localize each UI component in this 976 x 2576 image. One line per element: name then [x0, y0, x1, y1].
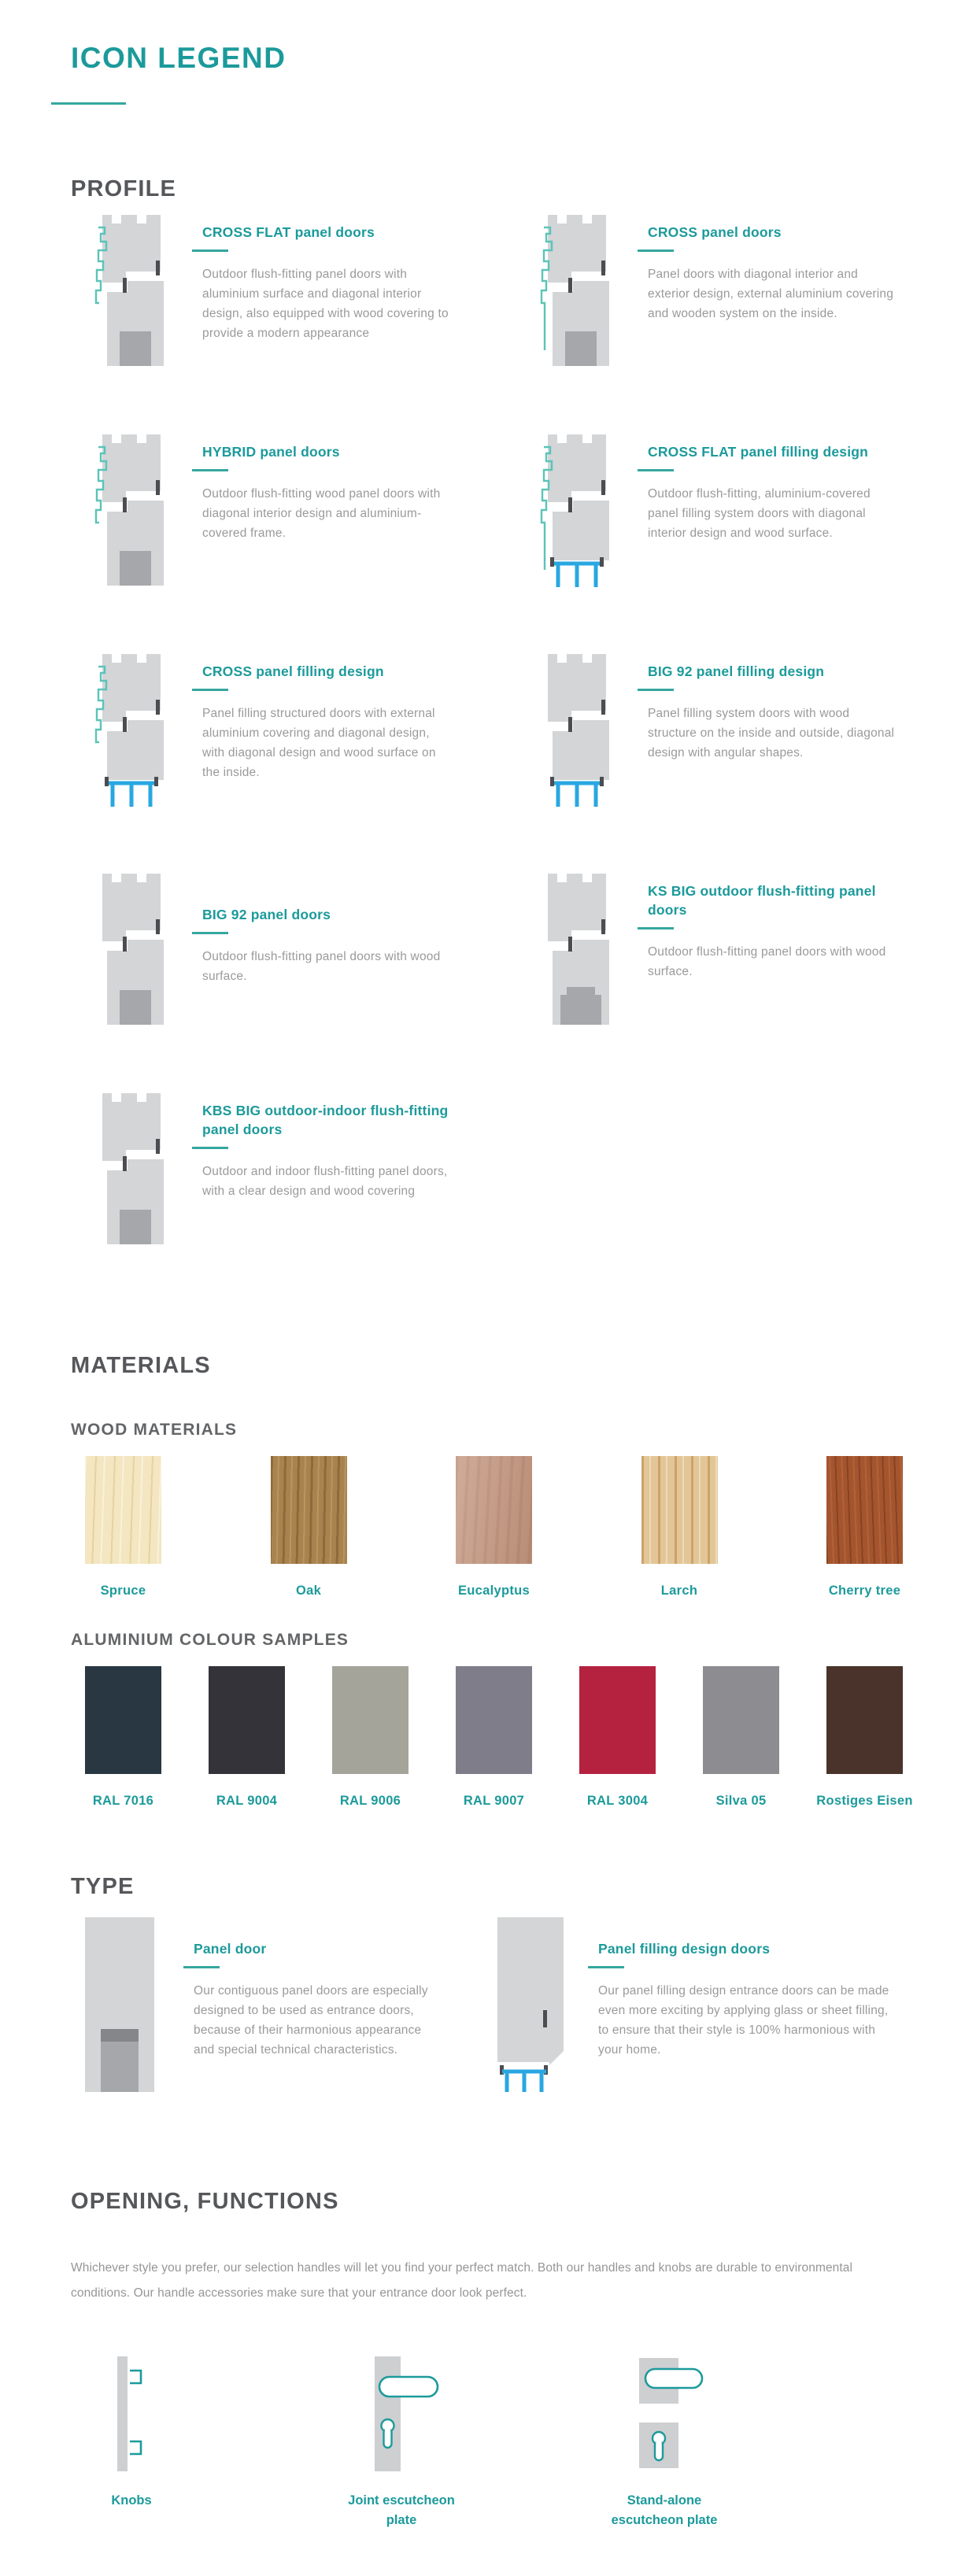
aluminium-swatch-item — [579, 1666, 656, 1809]
profile-item-title: CROSS panel doors — [648, 224, 782, 240]
wood-swatch — [271, 1456, 347, 1564]
stand-alone-escutcheon-plate-icon — [609, 2355, 719, 2477]
profile-heading: PROFILE — [71, 176, 177, 201]
aluminium-swatch-item — [85, 1666, 161, 1809]
item-underline — [192, 1147, 228, 1149]
aluminium-swatch — [85, 1666, 161, 1774]
profile-item-title: HYBRID panel doors — [202, 444, 340, 460]
type-item-description: Our contiguous panel doors are especially designed to be used as entrance doors, because of their harmonious appearance and special technical characteristics. — [194, 1984, 428, 2057]
profile-item-title: BIG 92 panel doors — [202, 907, 331, 922]
profile-item-description: Outdoor flush-fitting wood panel doors with diagonal interior design and aluminium-covered frame. — [202, 487, 441, 540]
page-title: ICON LEGEND — [71, 42, 287, 74]
profile-item-title: CROSS FLAT panel doors — [202, 224, 375, 240]
aluminium-swatch — [456, 1666, 532, 1774]
aluminium-swatch — [703, 1666, 779, 1774]
item-underline — [192, 469, 228, 471]
wood-swatch-item — [826, 1456, 903, 1598]
panel-filling-design-door-icon — [494, 1917, 598, 2096]
profile-item — [516, 867, 957, 1029]
joint-escutcheon-plate-icon — [346, 2355, 457, 2477]
profile-item-title: CROSS panel filling design — [202, 663, 384, 679]
item-underline — [192, 689, 228, 691]
type-item — [480, 1917, 976, 2096]
wood-swatch — [456, 1456, 532, 1564]
door-profile-cross-flat-icon — [83, 209, 202, 370]
wood-swatch — [826, 1456, 903, 1564]
wood-swatch-item — [641, 1456, 718, 1598]
profile-item — [516, 648, 957, 809]
item-underline — [638, 469, 674, 471]
type-item-title: Panel door — [194, 1941, 267, 1957]
profile-item-description: Panel filling structured doors with external aluminium covering and diagonal design, with diagonal design and wood surface on the inside. — [202, 707, 436, 779]
handle-label: Joint escutcheon plate — [348, 2493, 455, 2527]
wood-swatch-label: Cherry tree — [828, 1584, 901, 1598]
profile-item — [516, 209, 957, 370]
door-profile-cross-icon — [529, 209, 648, 370]
handle-item — [45, 2355, 218, 2530]
wood-materials-heading: WOOD MATERIALS — [71, 1421, 238, 1439]
wood-swatch-row — [85, 1456, 903, 1598]
aluminium-swatch-item — [816, 1666, 913, 1809]
aluminium-swatch-item — [703, 1666, 779, 1809]
handles-row — [45, 2355, 937, 2530]
door-profile-kbs-big-icon — [83, 1087, 202, 1248]
handle-label: Knobs — [111, 2493, 152, 2508]
aluminium-swatch-label: RAL 7016 — [92, 1794, 154, 1808]
aluminium-swatch — [332, 1666, 409, 1774]
profile-item-description: Outdoor flush-fitting panel doors with wood surface. — [648, 945, 886, 978]
profile-item-title: KS BIG outdoor flush-fitting panel doors — [648, 883, 876, 918]
wood-swatch-label: Eucalyptus — [457, 1584, 531, 1598]
type-item-description: Our panel filling design entrance doors can be made even more exciting by applying glass or sheet filling, to ensure that their style is 100% harmonious with your home. — [598, 1984, 889, 2057]
type-item — [71, 1917, 480, 2096]
section-type — [71, 1872, 937, 2096]
aluminium-swatch-item — [209, 1666, 285, 1809]
aluminium-swatch — [826, 1666, 903, 1774]
opening-functions-heading: OPENING, FUNCTIONS — [71, 2189, 339, 2214]
wood-swatch — [641, 1456, 718, 1564]
knobs-icon — [76, 2355, 187, 2477]
wood-swatch — [85, 1456, 161, 1564]
profile-item-title: CROSS FLAT panel filling design — [648, 444, 869, 460]
section-profile — [71, 174, 937, 1248]
aluminium-swatch-label: Silva 05 — [715, 1794, 767, 1808]
item-underline — [192, 249, 228, 252]
aluminium-swatch-row — [85, 1666, 913, 1809]
profile-grid — [71, 209, 937, 1248]
aluminium-swatch — [579, 1666, 656, 1774]
profile-item-description: Outdoor flush-fitting panel doors with wood surface. — [202, 950, 441, 983]
profile-item — [71, 648, 516, 809]
aluminium-swatch-item — [332, 1666, 409, 1809]
wood-swatch-label: Spruce — [100, 1584, 146, 1598]
materials-heading: MATERIALS — [71, 1353, 211, 1378]
profile-item — [71, 428, 516, 589]
profile-item-description: Panel doors with diagonal interior and exterior design, external aluminium covering and wooden system on the inside. — [648, 268, 894, 320]
handle-item — [578, 2355, 751, 2530]
item-underline — [183, 1966, 220, 1968]
item-underline — [638, 689, 674, 691]
type-heading: TYPE — [71, 1874, 135, 1899]
type-item-title: Panel filling design doors — [598, 1941, 771, 1957]
door-profile-cross-filling-icon — [83, 648, 202, 809]
profile-item — [71, 867, 516, 1029]
wood-swatch-item — [85, 1456, 161, 1598]
item-underline — [588, 1966, 624, 1968]
title-underline — [51, 102, 126, 105]
item-underline — [192, 932, 228, 934]
profile-item-description: Outdoor and indoor flush-fitting panel doors, with a clear design and wood covering — [202, 1165, 448, 1198]
panel-door-icon — [85, 1917, 194, 2096]
door-profile-big92-filling-icon — [529, 648, 648, 809]
wood-swatch-item — [456, 1456, 532, 1598]
aluminium-swatch-label: RAL 9004 — [216, 1794, 278, 1808]
aluminium-swatch — [209, 1666, 285, 1774]
door-profile-cross-flat-filling-icon — [529, 428, 648, 589]
profile-item — [71, 209, 516, 370]
profile-item-description: Outdoor flush-fitting panel doors with aluminium surface and diagonal interior design, also equipped with wood covering to provide a modern appearance — [202, 268, 449, 340]
item-underline — [638, 927, 674, 930]
profile-item-description: Panel filling system doors with wood structure on the inside and outside, diagonal design with angular shapes. — [648, 707, 895, 759]
profile-item-title: KBS BIG outdoor-indoor flush-fitting panel doors — [202, 1103, 449, 1137]
wood-swatch-item — [271, 1456, 347, 1598]
handle-label: Stand-alone escutcheon plate — [611, 2493, 718, 2527]
aluminium-swatch-item — [456, 1666, 532, 1809]
aluminium-samples-heading: ALUMINIUM COLOUR SAMPLES — [71, 1631, 349, 1649]
wood-swatch-label: Oak — [295, 1584, 322, 1598]
opening-functions-intro: Whichever style you prefer, our selection handles will let you find your perfect match. Both our handles and knobs are durable to environmental conditions. Our handle accessories make sure that your entrance door look perfect. — [71, 2261, 853, 2300]
aluminium-swatch-label: RAL 3004 — [586, 1794, 649, 1808]
aluminium-swatch-label: RAL 9007 — [463, 1794, 525, 1808]
type-grid — [71, 1917, 937, 2096]
item-underline — [638, 249, 674, 252]
aluminium-swatch-label: RAL 9006 — [339, 1794, 401, 1808]
handle-item — [315, 2355, 488, 2530]
door-profile-ks-big-icon — [529, 867, 648, 1029]
profile-item-title: BIG 92 panel filling design — [648, 663, 825, 679]
aluminium-swatch-label: Rostiges Eisen — [816, 1794, 913, 1808]
profile-item — [71, 1087, 516, 1248]
profile-item-description: Outdoor flush-fitting, aluminium-covered panel filling system doors with diagonal interior design and wood surface. — [648, 487, 871, 540]
wood-swatch-label: Larch — [660, 1584, 698, 1598]
door-profile-hybrid-icon — [83, 428, 202, 589]
section-opening-functions — [71, 2186, 937, 2530]
section-materials — [71, 1351, 937, 1809]
profile-item — [516, 428, 957, 589]
door-profile-big92-icon — [83, 867, 202, 1029]
